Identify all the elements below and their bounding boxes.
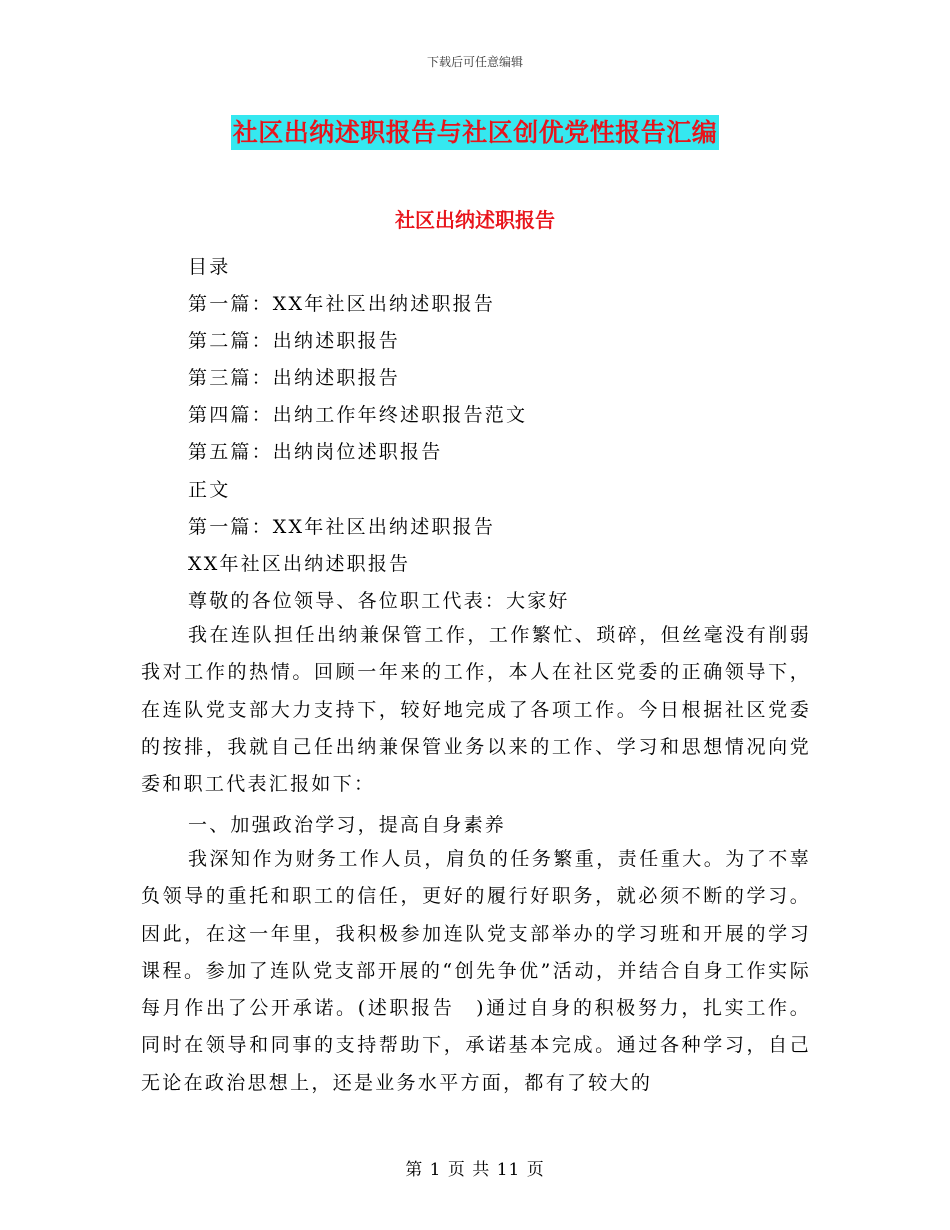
document-title bbox=[0, 113, 950, 149]
section-title: 社区出纳述职报告 bbox=[395, 208, 555, 232]
body-heading: 正文 bbox=[188, 479, 231, 501]
paragraph-2: 我深知作为财务工作人员，肩负的任务繁重，责任重大。为了不辜负领导的重托和职工的信任，更好的履行好职务，就必须不断的学习。因此，在这一年里，我积极参加连队党支部举办的学习班和开展的学习课程。参加了连队党支部开展的“创先争优”活动，并结合自身工作实际每月作出了公开承诺。(述职报告 )通过自身的积极努力，扎实工作。同时在领导和同事的支持帮助下，承诺基本完成。通过各种学习，自己无论在政治思想上，还是业务水平方面，都有了较大的 bbox=[141, 848, 811, 1094]
toc-heading: 目录 bbox=[188, 256, 231, 278]
toc-item-3: 第三篇：出纳述职报告 bbox=[188, 367, 401, 389]
paragraph-1: 我在连队担任出纳兼保管工作，工作繁忙、琐碎，但丝毫没有削弱我对工作的热情。回顾一年来的工作，本人在社区党委的正确领导下，在连队党支部大力支持下，较好地完成了各项工作。今日根据社区党委的按排，我就自己任出纳兼保管业务以来的工作、学习和思想情况向党委和职工代表汇报如下： bbox=[141, 624, 811, 796]
toc-item-5: 第五篇：出纳岗位述职报告 bbox=[188, 441, 443, 463]
header-note: 下载后可任意编辑 bbox=[426, 55, 523, 69]
section-heading-1: 一、加强政治学习，提高自身素养 bbox=[188, 814, 507, 836]
document-title-text: 社区出纳述职报告与社区创优党性报告汇编 bbox=[231, 115, 720, 150]
article-heading: 第一篇：XX年社区出纳述职报告 bbox=[188, 516, 496, 538]
greeting: 尊敬的各位领导、各位职工代表：大家好 bbox=[188, 590, 570, 612]
article-title: XX年社区出纳述职报告 bbox=[188, 553, 411, 575]
toc-item-4: 第四篇：出纳工作年终述职报告范文 bbox=[188, 404, 528, 426]
toc-item-1: 第一篇：XX年社区出纳述职报告 bbox=[188, 293, 496, 315]
toc-item-2: 第二篇：出纳述职报告 bbox=[188, 330, 401, 352]
page-footer: 第 1 页 共 11 页 bbox=[405, 1160, 545, 1180]
